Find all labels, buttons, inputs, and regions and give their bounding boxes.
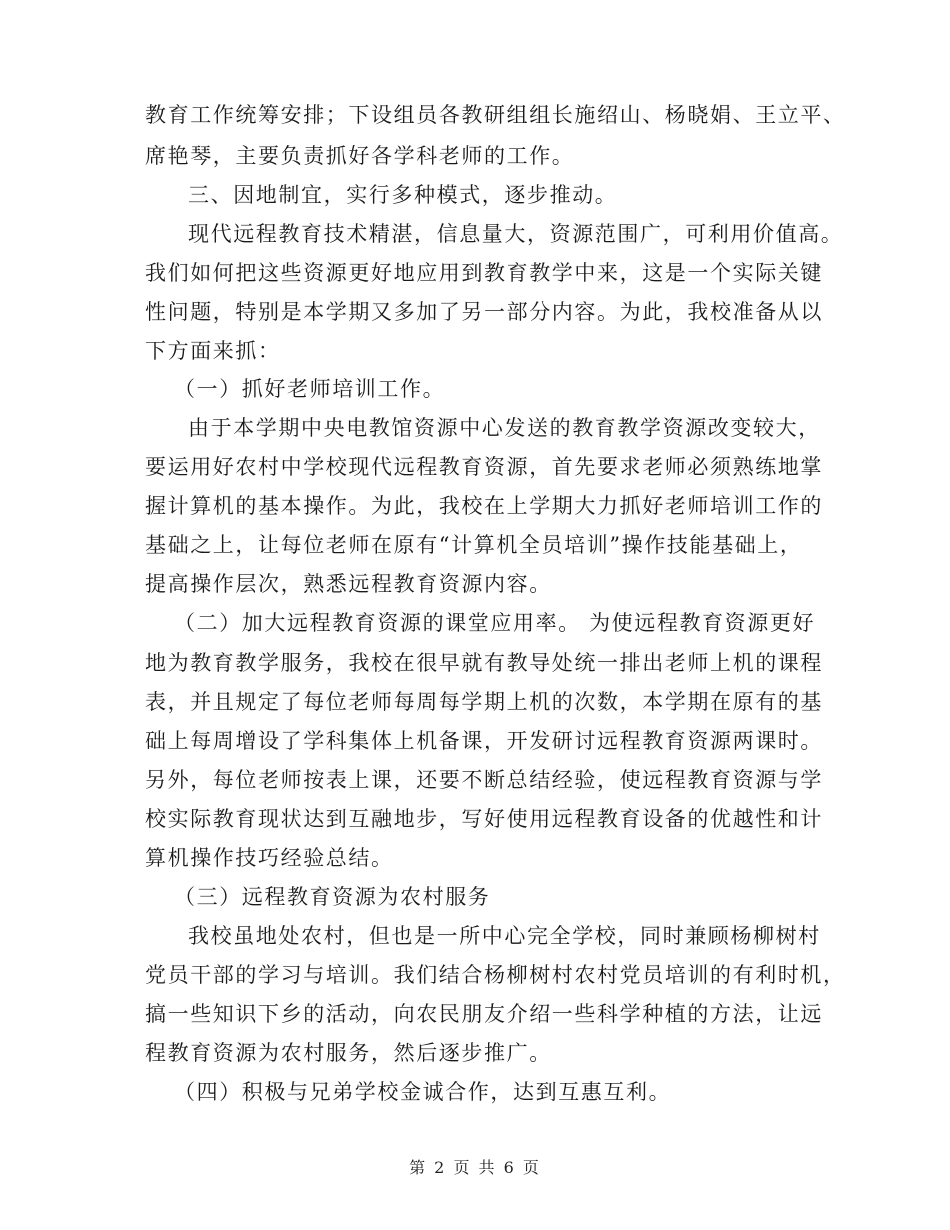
text-line: 搞一些知识下乡的活动，向农民朋友介绍一些科学种植的方法，让远: [145, 1002, 823, 1026]
text-line: 础上每周增设了学科集体上机备课，开发研讨远程教育资源两课时。: [145, 729, 823, 753]
text-line: 校实际教育现状达到互融地步，写好使用远程教育设备的优越性和计: [145, 807, 823, 831]
paragraph-start: 由于本学期中央电教馆资源中心发送的教育教学资源改变较大，: [188, 416, 821, 440]
paragraph-start: 我校虽地处农村，但也是一所中心完全学校，同时兼顾杨柳树村: [188, 924, 821, 948]
section-heading: 三、因地制宜，实行多种模式，逐步推动。: [188, 183, 618, 207]
text-line: 基础之上，让每位老师在原有“计算机全员培训”操作技能基础上，: [145, 533, 803, 557]
text-line: 席艳琴，主要负责抓好各学科老师的工作。: [145, 144, 575, 168]
text-line: 要运用好农村中学校现代远程教育资源，首先要求老师必须熟练地掌: [145, 455, 823, 479]
page-number: 第 2 页 共 6 页: [409, 1158, 541, 1177]
text-line: 表，并且规定了每位老师每周每学期上机的次数，本学期在原有的基: [145, 690, 823, 714]
text-line: 握计算机的基本操作。为此，我校在上学期大力抓好老师培训工作的: [145, 494, 823, 518]
paragraph-start: 现代远程教育技术精湛，信息量大，资源范围广，可利用价值高。: [188, 222, 844, 246]
text-line: 算机操作技巧经验总结。: [145, 846, 394, 870]
text-line: 程教育资源为农村服务，然后逐步推广。: [145, 1041, 552, 1065]
text-line: 教育工作统筹安排；下设组员各教研组组长施绍山、杨晓娟、王立平、: [145, 103, 846, 127]
text-line: 另外，每位老师按表上课，还要不断总结经验，使远程教育资源与学: [145, 768, 823, 792]
subsection-heading: （四）积极与兄弟学校金诚合作，达到互惠互利。: [174, 1080, 672, 1104]
text-line: 我们如何把这些资源更好地应用到教育教学中来，这是一个实际关键: [145, 261, 823, 285]
text-line: 地为教育教学服务，我校在很早就有教导处统一排出老师上机的课程: [145, 651, 823, 675]
text-line: 提高操作层次，熟悉远程教育资源内容。: [145, 572, 552, 596]
subsection-heading: （一）抓好老师培训工作。: [174, 377, 446, 401]
subsection-heading: （二）加大远程教育资源的课堂应用率。 为使远程教育资源更好: [174, 611, 816, 635]
text-line: 下方面来抓：: [145, 339, 281, 363]
subsection-heading: （三）远程教育资源为农村服务: [174, 885, 491, 909]
text-line: 性问题，特别是本学期又多加了另一部分内容。为此，我校准备从以: [145, 300, 823, 324]
text-line: 党员干部的学习与培训。我们结合杨柳树村农村党员培训的有利时机，: [145, 963, 846, 987]
